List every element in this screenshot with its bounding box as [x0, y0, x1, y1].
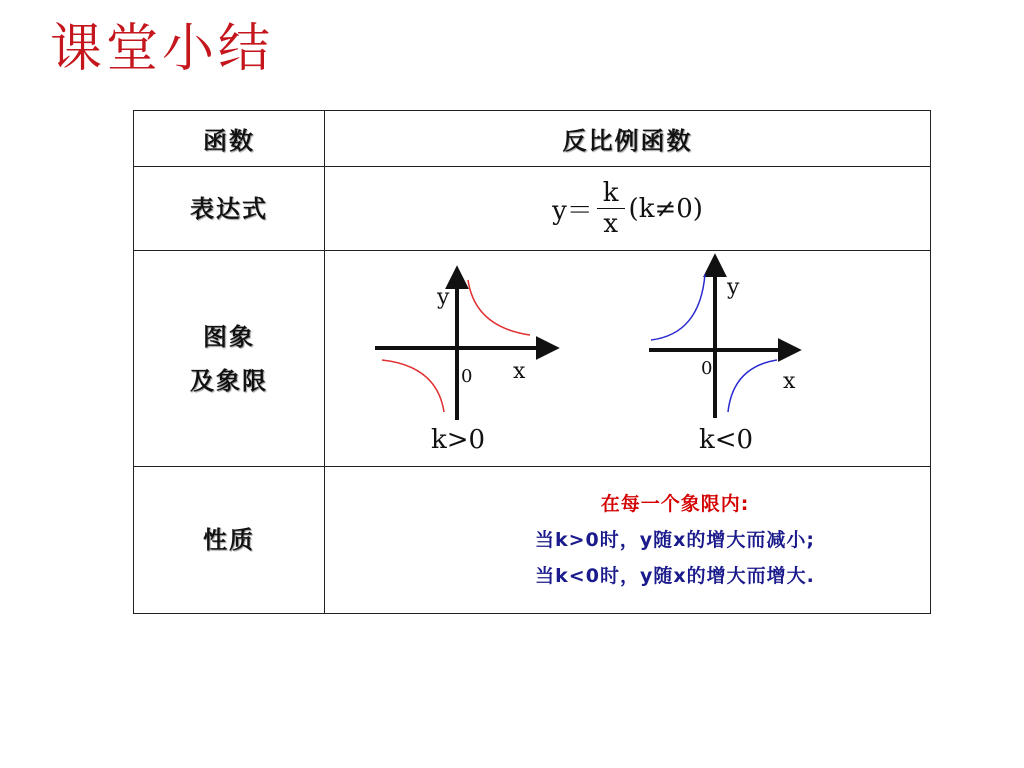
- graph-cell: [325, 251, 931, 467]
- x-label-right: x: [783, 368, 796, 394]
- y-label-right: y: [727, 274, 740, 300]
- formula-condition: (k≠0): [628, 193, 703, 224]
- origin-left: 0: [461, 365, 473, 387]
- graphs-svg: [325, 252, 931, 466]
- formula-fraction: [597, 178, 625, 239]
- summary-table: [133, 110, 931, 614]
- hyperbola-right-q2: [651, 274, 705, 340]
- properties-line1: 在每一个象限内:: [600, 493, 750, 515]
- properties-line2: 当k>0时，y随x的增大而减小;: [534, 529, 815, 551]
- hyperbola-left-q3: [382, 360, 444, 412]
- caption-k-negative: k<0: [699, 424, 754, 455]
- hyperbola-left-q1: [468, 280, 530, 335]
- label-properties: 性质: [134, 467, 325, 614]
- origin-right: 0: [701, 357, 713, 379]
- graph-k-negative: [649, 258, 797, 455]
- label-graph-line1: 图象: [203, 322, 255, 351]
- table-header-row: [134, 111, 931, 167]
- formula-denominator: x: [603, 209, 618, 239]
- row-graph: [134, 251, 931, 467]
- label-graph-line2: 及象限: [190, 366, 268, 395]
- expression-cell: [325, 167, 931, 251]
- page-title: 课堂小结: [50, 19, 275, 79]
- header-function: 函数: [134, 111, 325, 167]
- header-inverse-proportion: 反比例函数: [325, 111, 931, 167]
- hyperbola-right-q4: [728, 360, 777, 412]
- y-label-left: y: [437, 284, 450, 310]
- caption-k-positive: k>0: [431, 424, 486, 455]
- label-graph: [134, 251, 325, 467]
- graphs-area: [325, 252, 930, 466]
- formula-lhs: y＝: [552, 196, 593, 226]
- graph-k-positive: [375, 270, 555, 455]
- properties-cell: [325, 467, 931, 614]
- properties-line3: 当k<0时，y随x的增大而增大.: [535, 565, 815, 587]
- row-properties: [134, 467, 931, 614]
- formula: [552, 178, 703, 239]
- row-expression: [134, 167, 931, 251]
- formula-numerator: k: [597, 178, 625, 209]
- x-label-left: x: [513, 358, 526, 384]
- label-expression: 表达式: [134, 167, 325, 251]
